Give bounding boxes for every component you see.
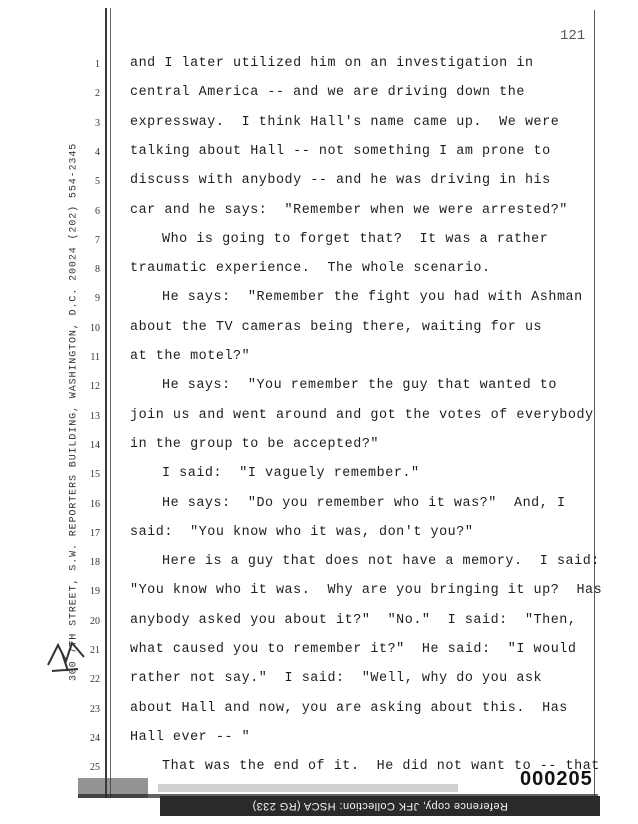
line-number: 14	[90, 439, 100, 451]
transcript-line: and I later utilized him on an investigation in	[130, 56, 534, 71]
reference-text: Reference copy, JFK Collection: HSCA (RG 233)	[252, 800, 508, 812]
line-number: 2	[95, 88, 100, 100]
line-number: 9	[95, 293, 100, 305]
transcript-line: traumatic experience. The whole scenario.	[130, 261, 491, 277]
line-number: 13	[90, 410, 100, 422]
page-number: 121	[560, 28, 586, 44]
line-number: 19	[90, 586, 100, 598]
line-number: 15	[90, 469, 100, 481]
right-margin-rule	[594, 10, 595, 800]
line-number: 22	[90, 674, 100, 686]
transcript-line: join us and went around and got the votes of everybody	[130, 407, 594, 423]
line-number: 6	[95, 205, 100, 217]
transcript-line: about the TV cameras being there, waiting for us	[130, 319, 543, 335]
line-number: 1	[95, 59, 100, 70]
transcript-line: He says: "Remember the fight you had with Ashman	[162, 290, 583, 306]
left-margin-rule-inner	[110, 8, 111, 798]
line-number: 25	[90, 762, 100, 774]
line-number: 10	[90, 322, 100, 334]
transcript-line: I said: "I vaguely remember."	[162, 466, 420, 482]
left-margin-rule	[105, 8, 107, 798]
line-number: 17	[90, 527, 100, 539]
line-number: 16	[90, 498, 100, 510]
transcript-line: rather not say." I said: "Well, why do you ask	[130, 671, 543, 687]
line-number: 11	[90, 352, 100, 363]
line-number: 20	[90, 615, 100, 627]
transcript-line: That was the end of it. He did not want to -- that	[162, 759, 600, 775]
line-number: 24	[90, 732, 100, 744]
line-number: 4	[95, 146, 100, 158]
transcript-line: Who is going to forget that? It was a rather	[162, 231, 549, 247]
line-number: 21	[90, 645, 100, 656]
line-number: 3	[95, 117, 100, 129]
transcript-line: said: "You know who it was, don't you?"	[130, 524, 474, 540]
line-number: 8	[95, 264, 100, 276]
transcript-line: in the group to be accepted?"	[130, 436, 379, 452]
handwritten-mark-icon	[44, 635, 88, 677]
transcript-line: talking about Hall -- not something I am prone to	[130, 143, 551, 159]
transcript-line: He says: "You remember the guy that wanted to	[162, 378, 557, 394]
transcript-line: car and he says: "Remember when we were arrested?"	[130, 202, 568, 218]
line-number: 5	[95, 176, 100, 188]
transcript-line: at the motel?"	[130, 349, 251, 364]
reporter-address: 300 7TH STREET, S.W. REPORTERS BUILDING, WASHINGTON, D.C. 20024 (202) 554-2345	[68, 142, 80, 682]
reference-label	[160, 796, 600, 816]
transcript-line: what caused you to remember it?" He said: "I would	[130, 642, 577, 657]
transcript-line: "You know who it was. Why are you bringing it up? Has	[130, 583, 603, 599]
line-number: 23	[90, 703, 100, 715]
line-number: 18	[90, 557, 100, 569]
transcript-line: central America -- and we are driving down the	[130, 85, 525, 101]
transcript-line: discuss with anybody -- and he was driving in his	[130, 173, 551, 189]
transcript-line: about Hall and now, you are asking about this. Has	[130, 700, 568, 716]
transcript-line: expressway. I think Hall's name came up. We were	[130, 114, 560, 130]
bates-number: 000205	[520, 768, 593, 790]
transcript-line: Here is a guy that does not have a memory. I said:	[162, 554, 600, 570]
transcript-line: He says: "Do you remember who it was?" And, I	[162, 495, 566, 511]
line-number: 7	[95, 234, 100, 246]
transcript-line: Hall ever -- "	[130, 729, 251, 745]
line-number: 12	[90, 381, 100, 393]
transcript-line: anybody asked you about it?" "No." I said: "Then,	[130, 612, 577, 628]
